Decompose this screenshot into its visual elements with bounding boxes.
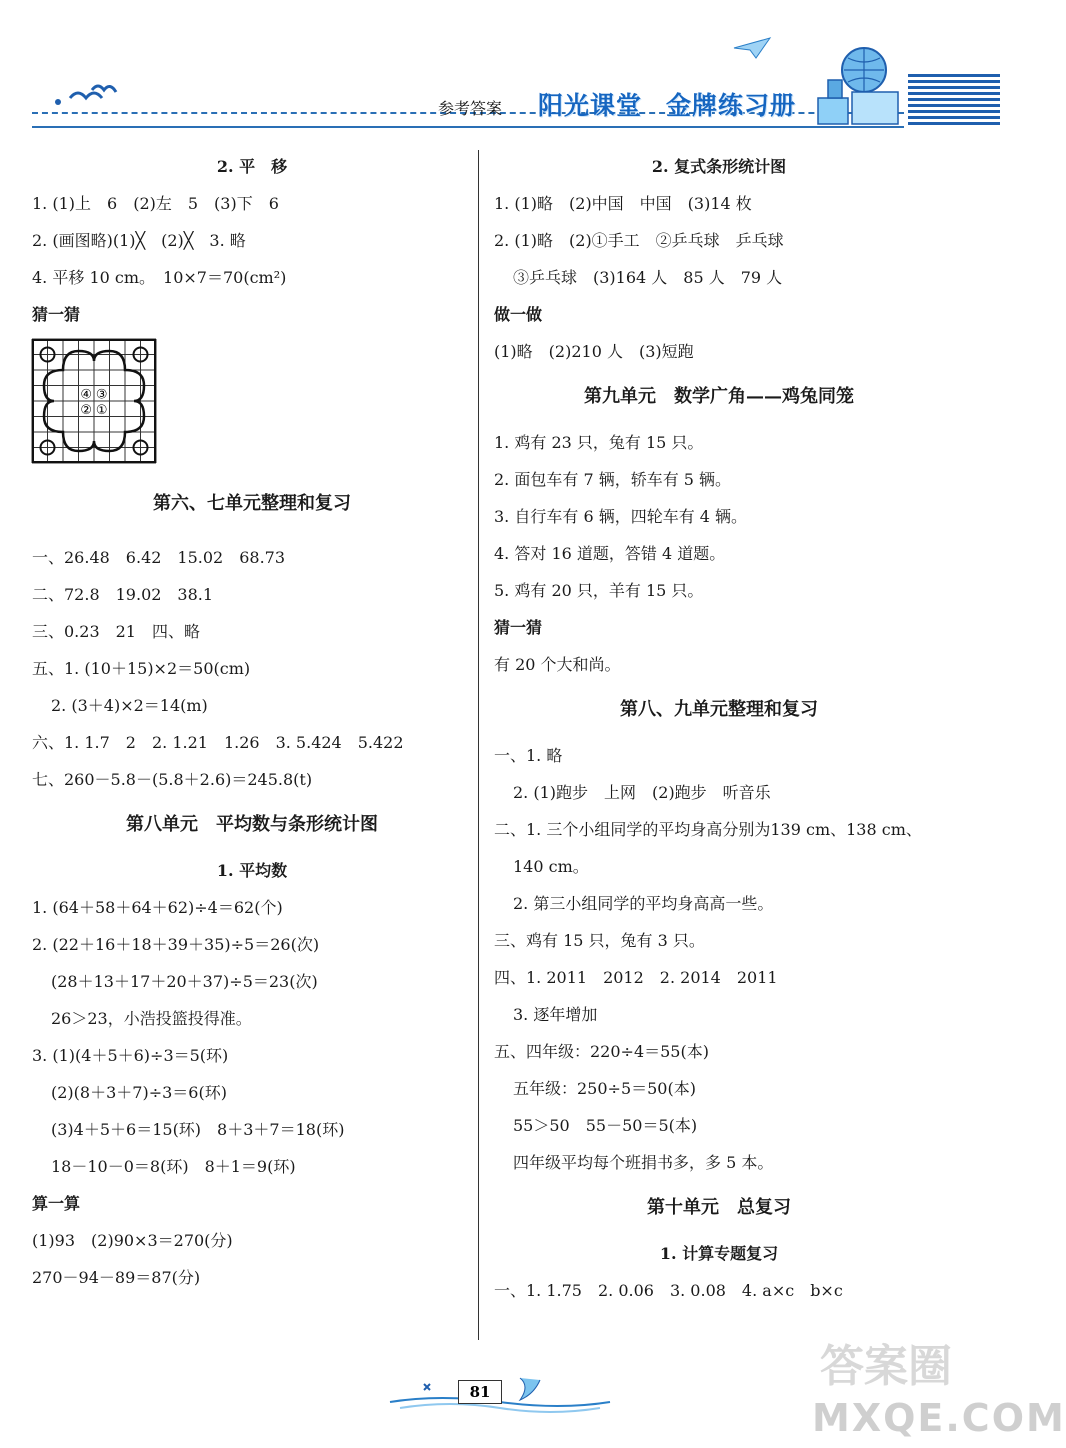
answer-line: 26＞23，小浩投篮投得准。 <box>51 1009 252 1028</box>
activity-label: 做一做 <box>494 305 543 324</box>
answer-line: 3. (1)(4＋5＋6)÷3＝5(环) <box>32 1046 229 1065</box>
puzzle-cell-label: ① <box>95 402 108 418</box>
answer-line: (28＋13＋17＋20＋37)÷5＝23(次) <box>51 972 318 991</box>
answer-line: 1. (1)上 6 (2)左 5 (3)下 6 <box>32 194 279 213</box>
answer-line: 二、72.8 19.02 38.1 <box>32 585 214 604</box>
answer-line: 三、鸡有 15 只，兔有 3 只。 <box>494 931 705 950</box>
answer-line: 一、1. 1.75 2. 0.06 3. 0.08 4. a×c b×c <box>494 1281 843 1300</box>
answer-line: 2. (3＋4)×2＝14(m) <box>51 696 208 715</box>
page-header <box>0 0 1000 135</box>
answer-line: 4. 答对 16 道题，答错 4 道题。 <box>494 544 726 563</box>
puzzle-cell-label: ④ <box>80 387 93 403</box>
answer-line: 有 20 个大和尚。 <box>494 655 621 674</box>
watermark-logo: 答案圈 <box>820 1341 952 1392</box>
answer-line: 1. 鸡有 23 只，兔有 15 只。 <box>494 433 704 452</box>
answer-line: 四年级平均每个班捐书多，多 5 本。 <box>513 1153 774 1172</box>
header-label: 参考答案 <box>438 99 503 118</box>
answer-line: 3. 逐年增加 <box>513 1005 598 1024</box>
right-column <box>494 148 944 1309</box>
answer-line: 270－94－89＝87(分) <box>32 1268 201 1287</box>
activity-label: 猜一猜 <box>32 305 81 324</box>
answer-line: 2. (1)略 (2)①手工 ②乒乓球 乒乓球 <box>494 231 784 250</box>
answer-line: 一、26.48 6.42 15.02 68.73 <box>32 548 286 567</box>
unit-heading: 第六、七单元整理和复习 <box>153 493 351 514</box>
answer-line: (1)93 (2)90×3＝270(分) <box>32 1231 233 1250</box>
answer-line: 一、1. 略 <box>494 746 563 765</box>
answer-line: 五、四年级：220÷4＝55(本) <box>494 1042 709 1061</box>
header-brand <box>538 86 796 122</box>
page-number: 81 <box>458 1380 502 1404</box>
column-divider <box>478 150 479 1340</box>
answer-line: 3. 自行车有 6 辆，四轮车有 4 辆。 <box>494 507 748 526</box>
brand-right: 金牌练习册 <box>666 91 797 120</box>
section-heading: 1. 平均数 <box>216 861 288 880</box>
unit-heading: 第八单元 平均数与条形统计图 <box>126 814 378 835</box>
globe-books-icon <box>812 42 902 128</box>
answer-line: 六、1. 1.7 2 2. 1.21 1.26 3. 5.424 5.422 <box>32 733 404 752</box>
brand-left: 阳光课堂 <box>538 91 643 120</box>
unit-heading: 第十单元 总复习 <box>647 1197 791 1218</box>
page-footer <box>380 1372 620 1422</box>
unit-heading: 第九单元 数学广角——鸡兔同笼 <box>584 386 854 407</box>
answer-line: (2)(8＋3＋7)÷3＝6(环) <box>51 1083 227 1102</box>
section-heading: 1. 计算专题复习 <box>659 1244 779 1263</box>
watermark-url: MXQE.COM <box>812 1396 1066 1440</box>
answer-line: 1. (1)略 (2)中国 中国 (3)14 枚 <box>494 194 752 213</box>
answer-line: 140 cm。 <box>513 857 589 876</box>
answer-line: 2. (1)跑步 上网 (2)跑步 听音乐 <box>513 783 771 802</box>
section-heading: 2. 平 移 <box>216 157 288 176</box>
answer-line: 1. (64＋58＋64＋62)÷4＝62(个) <box>32 898 283 917</box>
answer-line: 4. 平移 10 cm。 10×7＝70(cm²) <box>32 268 287 287</box>
puzzle-drawing <box>32 339 156 463</box>
unit-heading: 第八、九单元整理和复习 <box>620 699 818 720</box>
answer-line: 二、1. 三个小组同学的平均身高分别为139 cm、138 cm、 <box>494 820 922 839</box>
answer-line: 2. 第三小组同学的平均身高高一些。 <box>513 894 774 913</box>
activity-label: 猜一猜 <box>494 618 543 637</box>
answer-line: 五、1. (10＋15)×2＝50(cm) <box>32 659 251 678</box>
header-stripes <box>908 74 1000 128</box>
puzzle-cell-label: ② <box>80 402 93 418</box>
answer-line: 5. 鸡有 20 只，羊有 15 只。 <box>494 581 704 600</box>
section-heading: 2. 复式条形统计图 <box>651 157 787 176</box>
answer-line: 三、0.23 21 四、略 <box>32 622 200 641</box>
answer-line: (3)4＋5＋6＝15(环) 8＋3＋7＝18(环) <box>51 1120 345 1139</box>
answer-line: 七、260－5.8－(5.8＋2.6)＝245.8(t) <box>32 770 313 789</box>
left-column <box>32 148 472 1296</box>
answer-line: 18－10－0＝8(环) 8＋1＝9(环) <box>51 1157 296 1176</box>
puzzle-cell-label: ③ <box>95 387 108 403</box>
answer-line: 2. 面包车有 7 辆，轿车有 5 辆。 <box>494 470 732 489</box>
answer-line: 55＞50 55－50＝5(本) <box>513 1116 698 1135</box>
answer-line: 2. (画图略)(1)╳ (2)╳ 3. 略 <box>32 231 246 250</box>
answer-line: 五年级：250÷5＝50(本) <box>513 1079 696 1098</box>
activity-label: 算一算 <box>32 1194 81 1213</box>
paper-plane-icon <box>732 36 772 60</box>
puzzle-grid <box>32 333 472 469</box>
answer-line: 2. (22＋16＋18＋39＋35)÷5＝26(次) <box>32 935 320 954</box>
answer-line: ③乒乓球 (3)164 人 85 人 79 人 <box>513 268 783 287</box>
answer-line: 四、1. 2011 2012 2. 2014 2011 <box>494 968 778 987</box>
answer-line: (1)略 (2)210 人 (3)短跑 <box>494 342 694 361</box>
